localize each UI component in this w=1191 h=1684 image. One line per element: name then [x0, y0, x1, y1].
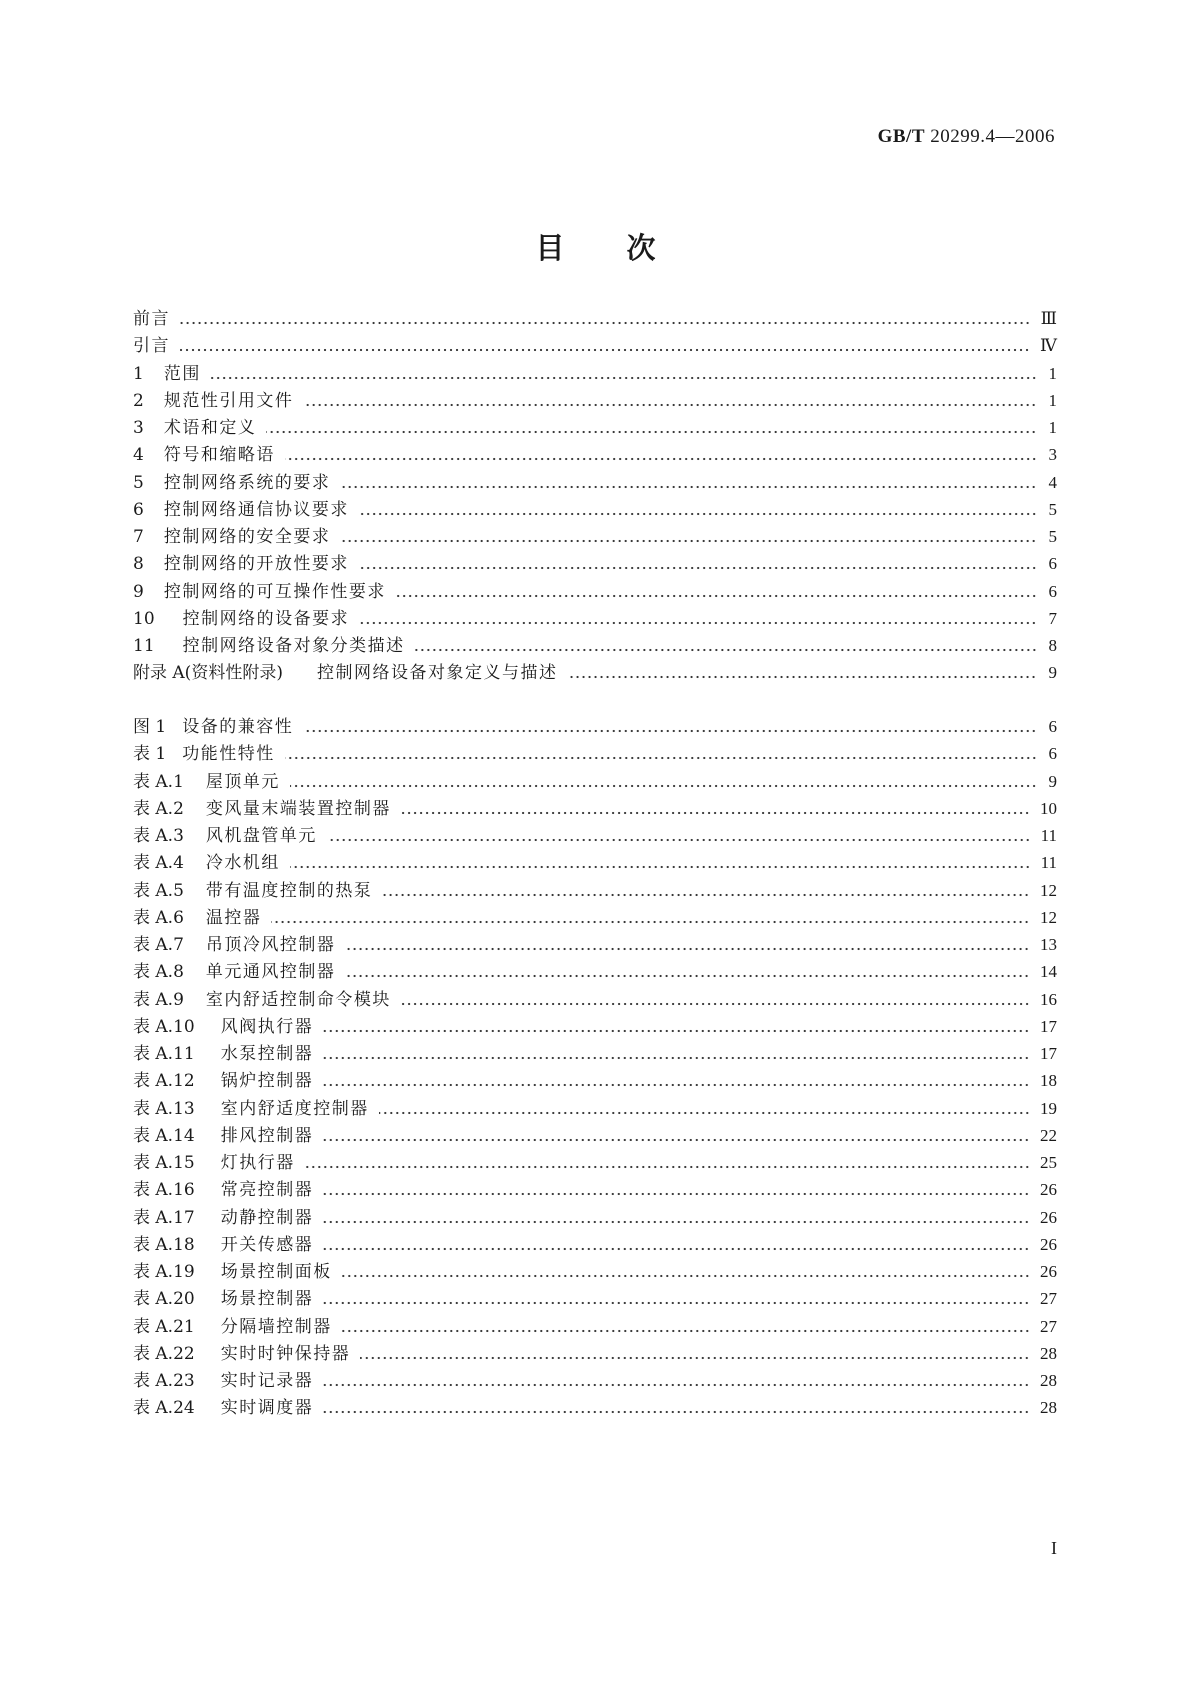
- toc-entry-title: 控制网络的可互操作性要求: [163, 581, 386, 602]
- toc-entry-number: 10: [133, 608, 155, 629]
- toc-entry-title: 范围: [163, 363, 201, 384]
- toc-entry-title: 控制网络设备对象分类描述: [182, 636, 405, 656]
- toc-entry-page: 12: [1040, 880, 1057, 900]
- toc-entry[interactable]: [133, 306, 1057, 332]
- toc-leader-dots: [342, 1329, 1030, 1333]
- toc-leader-dots: [415, 648, 1037, 652]
- toc-leader-dots: [359, 512, 1037, 516]
- toc-entry[interactable]: [133, 1205, 1057, 1231]
- toc-entry-number: 表 A.8: [133, 962, 184, 983]
- toc-entry-number: 11: [133, 636, 155, 656]
- toc-entry-title: 术语和定义: [163, 418, 257, 438]
- toc-leader-dots: [305, 1165, 1030, 1169]
- toc-entry[interactable]: [133, 497, 1057, 523]
- toc-leader-dots: [180, 321, 1031, 325]
- toc-entry-number: 表 A.13: [133, 1098, 195, 1119]
- toc-entry-page: 17: [1040, 1044, 1057, 1063]
- toc-entry-title: 风机盘管单元: [205, 826, 317, 846]
- toc-leader-dots: [211, 376, 1037, 380]
- toc-leader-dots: [379, 1111, 1030, 1115]
- toc-entry-page: 1: [1048, 390, 1057, 410]
- toc-entry-title: 变风量末端装置控制器: [205, 798, 391, 819]
- toc-entry-page: 16: [1040, 989, 1057, 1009]
- toc-entry[interactable]: [133, 1014, 1057, 1040]
- toc-entry[interactable]: [133, 878, 1057, 904]
- toc-entry[interactable]: [133, 959, 1057, 985]
- toc-entry-number: 表 A.17: [133, 1207, 195, 1228]
- toc-entry-page: 28: [1040, 1371, 1057, 1390]
- toc-entry[interactable]: [133, 1286, 1057, 1312]
- toc-entry-page: 17: [1040, 1016, 1057, 1036]
- toc-entry[interactable]: [133, 1041, 1057, 1067]
- toc-leader-dots: [323, 1083, 1030, 1087]
- toc-entry-page: 10: [1040, 798, 1057, 818]
- toc-entry-page: 7: [1048, 608, 1057, 628]
- page-number: I: [1051, 1538, 1057, 1558]
- toc-leader-dots: [401, 811, 1030, 815]
- toc-entry-number: 9: [133, 581, 144, 602]
- toc-entry-page: 9: [1048, 663, 1057, 683]
- toc-entry-page: 9: [1048, 771, 1057, 791]
- toc-entry[interactable]: [133, 905, 1057, 931]
- toc-entry-title: 控制网络的开放性要求: [163, 554, 349, 575]
- toc-entry[interactable]: [133, 1368, 1057, 1394]
- toc-entry-page: 26: [1040, 1207, 1057, 1227]
- standard-code: [878, 126, 1055, 148]
- toc-entry-number: 6: [133, 499, 144, 520]
- toc-entry-title: 动静控制器: [220, 1207, 314, 1228]
- toc-entry-title: 风阀执行器: [220, 1016, 314, 1037]
- toc-leader-dots: [323, 1056, 1030, 1060]
- toc-entry-number: 表 A.22: [133, 1343, 195, 1364]
- toc-entry-title: 控制网络系统的要求: [163, 472, 331, 493]
- toc-entry[interactable]: [133, 333, 1057, 359]
- toc-entry-page: 8: [1048, 636, 1057, 655]
- toc-entry-number: 表 A.1: [133, 771, 184, 792]
- toc-entry-number: 附录 A(资料性附录): [133, 663, 283, 684]
- toc-leader-dots: [303, 729, 1037, 733]
- toc-entry-page: 11: [1040, 853, 1057, 873]
- toc-leader-dots: [271, 920, 1030, 924]
- toc-entry[interactable]: [133, 850, 1057, 876]
- toc-leader-dots: [327, 838, 1031, 842]
- toc-leader-dots: [345, 974, 1030, 978]
- toc-entry-number: 表 A.16: [133, 1180, 195, 1201]
- toc-entry-title: 排风控制器: [220, 1125, 314, 1146]
- toc-entry[interactable]: [133, 1123, 1057, 1149]
- toc-entry[interactable]: [133, 470, 1057, 496]
- toc-leader-dots: [323, 1383, 1030, 1387]
- toc-leader-dots: [345, 947, 1030, 951]
- toc-entry-number: 4: [133, 445, 144, 466]
- toc-entry-page: 1: [1048, 363, 1057, 383]
- toc-entry-number: 表 A.20: [133, 1289, 195, 1310]
- toc-entry-number: 2: [133, 390, 144, 411]
- toc-entry-title: 控制网络的安全要求: [163, 527, 331, 547]
- toc-leader-dots: [382, 893, 1030, 897]
- toc-entry[interactable]: [133, 769, 1057, 795]
- toc-entry-title: 带有温度控制的热泵: [205, 880, 373, 901]
- page-title: 目次: [535, 231, 718, 265]
- toc-entry-number: 表 A.21: [133, 1316, 195, 1337]
- toc-entry-number: 7: [133, 527, 144, 547]
- toc-entry[interactable]: [133, 1341, 1057, 1367]
- toc-leader-dots: [340, 485, 1037, 489]
- toc-entry[interactable]: [133, 1314, 1057, 1340]
- toc-entry-page: 27: [1040, 1289, 1057, 1309]
- toc-leader-dots: [266, 430, 1037, 434]
- toc-entry[interactable]: [133, 606, 1057, 632]
- toc-entry-title: 实时记录器: [220, 1371, 314, 1391]
- toc-entry-number: 表 A.24: [133, 1398, 195, 1419]
- toc-leader-dots: [359, 621, 1037, 625]
- toc-entry-page: Ⅲ: [1040, 309, 1057, 328]
- toc-leader-dots: [323, 1410, 1030, 1414]
- toc-entry-page: Ⅳ: [1040, 336, 1057, 356]
- toc-leader-dots: [342, 1274, 1030, 1278]
- toc-entry[interactable]: [133, 1395, 1057, 1421]
- toc-entry-number: 图 1: [133, 717, 167, 737]
- toc-leader-dots: [396, 594, 1037, 598]
- toc-entry-number: 表 A.4: [133, 853, 184, 874]
- toc-entry[interactable]: [133, 524, 1057, 550]
- toc-leader-dots: [285, 457, 1037, 461]
- toc-entry-page: 26: [1040, 1262, 1057, 1281]
- toc-entry-page: 6: [1048, 554, 1057, 574]
- toc-entry-number: 表 A.12: [133, 1071, 195, 1092]
- toc-entry-number: 5: [133, 472, 144, 493]
- standard-prefix: GB/T: [877, 126, 925, 147]
- toc-entry-number: 3: [133, 418, 144, 438]
- toc-entry-page: 26: [1040, 1180, 1057, 1200]
- toc-entry-title: 功能性特性: [182, 744, 275, 765]
- toc-leader-dots: [359, 566, 1037, 570]
- toc-entry-number: 表 A.18: [133, 1234, 195, 1255]
- toc-leader-dots: [323, 1301, 1030, 1305]
- toc-entry[interactable]: [133, 1096, 1057, 1122]
- toc-leader-dots: [290, 865, 1031, 869]
- toc-entry-number: 表 1: [133, 744, 167, 765]
- toc-leader-dots: [323, 1138, 1030, 1142]
- toc-entry-title: 场景控制器: [220, 1289, 314, 1310]
- toc-entry[interactable]: [133, 987, 1057, 1013]
- toc-entry-page: 6: [1048, 581, 1057, 601]
- toc-entry-title: 实时时钟保持器: [220, 1343, 351, 1364]
- toc-entry-title: 控制网络设备对象定义与描述: [316, 663, 558, 684]
- toc-entry-number: 表 A.7: [133, 935, 184, 955]
- toc-entry-number: 表 A.11: [133, 1044, 195, 1064]
- toc-entry-title: 常亮控制器: [220, 1180, 314, 1201]
- toc-leader-dots: [323, 1220, 1030, 1224]
- toc-entry-page: 18: [1040, 1071, 1057, 1091]
- toc-entry-page: 28: [1040, 1398, 1057, 1418]
- toc-entry[interactable]: [133, 741, 1057, 767]
- toc-entry-page: 28: [1040, 1343, 1057, 1363]
- toc-entry-page: 11: [1040, 826, 1057, 845]
- toc-entry-number: 表 A.2: [133, 798, 184, 819]
- toc-entry-page: 14: [1040, 962, 1057, 982]
- toc-entry-title: 单元通风控制器: [205, 962, 336, 983]
- toc-leader-dots: [285, 756, 1037, 760]
- toc-entry-title: 分隔墙控制器: [220, 1316, 332, 1337]
- toc-entry[interactable]: [133, 714, 1057, 740]
- toc-entry-title: 规范性引用文件: [163, 390, 294, 411]
- toc-entry-page: 19: [1040, 1098, 1057, 1118]
- toc-leader-dots: [290, 784, 1037, 788]
- toc-entry-number: 表 A.14: [133, 1125, 195, 1146]
- toc-leader-dots: [180, 348, 1030, 352]
- toc-entry-page: 5: [1048, 527, 1057, 546]
- toc-entry[interactable]: [133, 579, 1057, 605]
- toc-entry[interactable]: [133, 660, 1057, 686]
- toc-entry-title: 吊顶冷风控制器: [205, 935, 336, 955]
- toc-entry-page: 1: [1048, 418, 1057, 437]
- toc-entry-number: 表 A.15: [133, 1153, 195, 1173]
- toc-leader-dots: [567, 675, 1037, 679]
- toc-entry[interactable]: [133, 551, 1057, 577]
- toc-entry-title: 前言: [133, 309, 170, 329]
- toc-entry-title: 引言: [133, 336, 170, 357]
- toc-entry-title: 实时调度器: [220, 1398, 314, 1419]
- toc-entry-page: 27: [1040, 1316, 1057, 1336]
- toc-entry[interactable]: [133, 442, 1057, 468]
- toc-leader-dots: [303, 403, 1037, 407]
- toc-entry[interactable]: [133, 361, 1057, 387]
- toc-entry-page: 4: [1048, 472, 1057, 492]
- standard-number: 20299.4—2006: [930, 126, 1055, 147]
- toc-entry-title: 锅炉控制器: [220, 1071, 314, 1092]
- toc-entry[interactable]: [133, 1232, 1057, 1258]
- toc-entry-title: 屋顶单元: [205, 771, 280, 792]
- toc-entry[interactable]: [133, 1068, 1057, 1094]
- toc-entry[interactable]: [133, 796, 1057, 822]
- toc-entry[interactable]: [133, 1150, 1057, 1176]
- toc-entry-page: 12: [1040, 907, 1057, 927]
- toc-entry-number: 8: [133, 554, 144, 575]
- toc-entry-page: 22: [1040, 1125, 1057, 1145]
- toc-leader-dots: [340, 539, 1037, 543]
- toc-entry-number: 1: [133, 363, 144, 384]
- toc-entry-page: 25: [1040, 1153, 1057, 1172]
- toc-entry-title: 灯执行器: [220, 1153, 295, 1173]
- toc-entry-number: 表 A.3: [133, 826, 184, 846]
- toc-entry-title: 开关传感器: [220, 1234, 314, 1255]
- toc-entry-title: 场景控制面板: [220, 1262, 332, 1282]
- toc-entry[interactable]: [133, 415, 1057, 441]
- toc-entry-title: 控制网络的设备要求: [182, 608, 350, 629]
- toc-entry-page: 13: [1040, 935, 1057, 954]
- toc-leader-dots: [323, 1247, 1030, 1251]
- toc-entry-number: 表 A.23: [133, 1371, 195, 1391]
- toc-entry-title: 控制网络通信协议要求: [163, 499, 349, 520]
- toc-entry-number: 表 A.5: [133, 880, 184, 901]
- toc-leader-dots: [323, 1029, 1030, 1033]
- toc-entry-title: 符号和缩略语: [163, 445, 275, 466]
- toc-entry-title: 设备的兼容性: [182, 717, 294, 737]
- toc-entry-title: 温控器: [205, 907, 262, 928]
- toc-leader-dots: [401, 1002, 1030, 1006]
- toc-entry-number: 表 A.6: [133, 907, 184, 928]
- toc-entry-number: 表 A.9: [133, 989, 184, 1010]
- toc-entry[interactable]: [133, 823, 1057, 849]
- toc-entry[interactable]: [133, 633, 1057, 659]
- toc-entry-number: 表 A.10: [133, 1016, 195, 1037]
- toc-entry[interactable]: [133, 388, 1057, 414]
- toc-entry-number: 表 A.19: [133, 1262, 195, 1282]
- toc-entry-page: 6: [1048, 717, 1057, 736]
- toc-entry[interactable]: [133, 1177, 1057, 1203]
- toc-entry-page: 3: [1048, 445, 1057, 465]
- toc-entry-title: 水泵控制器: [220, 1044, 314, 1064]
- toc-entry[interactable]: [133, 932, 1057, 958]
- toc-entry-title: 冷水机组: [205, 853, 280, 874]
- toc-entry-title: 室内舒适度控制器: [220, 1098, 369, 1119]
- toc-entry-title: 室内舒适控制命令模块: [205, 989, 391, 1010]
- toc-leader-dots: [323, 1192, 1030, 1196]
- toc-entry-page: 6: [1048, 744, 1057, 764]
- toc-entry-page: 5: [1048, 499, 1057, 519]
- toc-entry[interactable]: [133, 1259, 1057, 1285]
- toc-entry-page: 26: [1040, 1234, 1057, 1254]
- toc-leader-dots: [360, 1356, 1030, 1360]
